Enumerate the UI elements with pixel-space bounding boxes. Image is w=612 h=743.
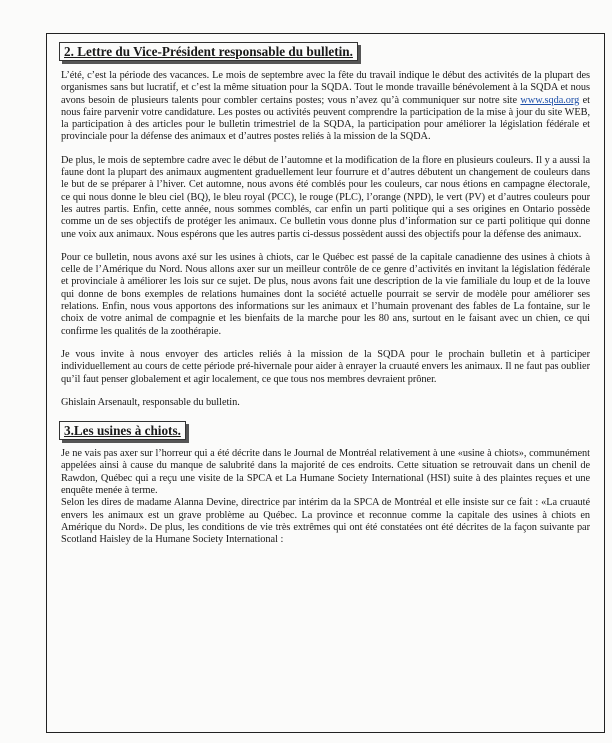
section-3-paragraph-2: Selon les dires de madame Alanna Devine, directrice par intérim da la SPCA de Montréal et elle insiste sur ce fait : «La cruauté envers les animaux est un grave problème au Québec. La province et reconnue comme la capitale des usines à chiots en Amérique du Nord». De plus, les conditions de vie très extrêmes qui ont été constatées ont été décrites de la façon suivante par Scotland Haisley de la Humane Society International : [61, 497, 590, 546]
section-2-paragraph-2: De plus, le mois de septembre cadre avec le début de l’automne et la modification de la flore en plusieurs couleurs. Il y a aussi la faune dont la plupart des animaux augmentent graduellement leur fourrure et d’autres débutent un changement de couleurs dans le but de se préparer à l’hiver. Cet automne, nous avons été comblés pour les couleurs, car nous étions en campagne électorale, ce qui nous donne le bleu ciel (BQ), le bleu royal (PCC), le rouge (PLC), l’orange (NPD), le vert (PV) et d’autres couleurs pour les autres partis. Enfin, cette année, nous sommes comblés, car enfin un parti politique qui a ses origines en Ontario possède comme un de ses objectifs de protéger les animaux. Ce bulletin vous donne plus d’information sur ce parti politique qui donne une voix aux animaux. Nous espérons que les autres partis ci-dessus possèdent aussi des objectifs pour la défense des animaux. [61, 154, 590, 240]
section-2-paragraph-4: Je vous invite à nous envoyer des articles reliés à la mission de la SQDA pour le prochain bulletin et à participer individuellement au cours de cette période pré-hivernale pour aider à enrayer la cruauté envers les animaux. Il ne faut pas oublier qu’il faut penser globalement et agir localement, ce que tous nos membres devraient prôner. [61, 348, 590, 385]
document-frame [46, 33, 605, 733]
section-3-paragraph-1: Je ne vais pas axer sur l’horreur qui a été décrite dans le Journal de Montréal relativement à une «usine à chiots», communément appelées ainsi à cause du manque de salubrité dans la majorité de ces endroits. Cette situation se retrouvait dans un chenil de Rawdon, Québec qui a reçu une visite de la SPCA et La Humane Society International (HSI) suite à des plaintes reçues et une enquête menée à terme. [61, 448, 590, 497]
section-2-heading: 2. Lettre du Vice-Président responsable du bulletin. [59, 42, 358, 61]
section-3-heading: 3.Les usines à chiots. [59, 421, 186, 440]
website-link[interactable]: www.sqda.org [520, 94, 580, 106]
paragraph-text: et nous faire parvenir votre candidature. Les postes ou activités peuvent comprendre la participation de la mise à jour du site WEB, la participation à des articles pour le bulletin trimestriel de la SQDA, la participation pour améliorer la législation fédérale et provinciale pour la défense des animaux et d’autres postes reliés à la mission de la SQDA. [61, 94, 590, 143]
paragraph-text: L’été, c’est la période des vacances. Le mois de septembre avec la fête du travail indique le début des activités de la plupart des organismes sans but lucratif, et c’est la même situation pour la SQDA. Tout le monde travaille bénévolement à la SQDA et nous avons besoin de plusieurs talents pour combler certains postes; vous n’avez qu’à communiquer sur notre site [61, 70, 590, 106]
section-2-paragraph-3: Pour ce bulletin, nous avons axé sur les usines à chiots, car le Québec est passé de la capitale canadienne des usines à chiots à celle de l’Amérique du Nord. Nous allons axer sur un meilleur contrôle de ce genre d’activités en invitant la législation fédérale et provinciale à améliorer les lois sur ce sujet. De plus, nous avons fait une description de la vie familiale du loup et de la louve qui donne de bons exemples de relations humaines dont la société actuelle pourrait se servir de modèle pour améliorer ses relations. Enfin, nous vous apportons des informations sur les animaux et l’humain provenant des fables de La fontaine, sur le choix de votre animal de compagnie et les bienfaits de la marche pour les 80 ans, surtout en le faisant avec un chien, ce qui confirme les qualités de la zoothérapie. [61, 251, 590, 337]
section-2-paragraph-1 [61, 70, 590, 144]
signature: Ghislain Arsenault, responsable du bulletin. [61, 396, 240, 408]
